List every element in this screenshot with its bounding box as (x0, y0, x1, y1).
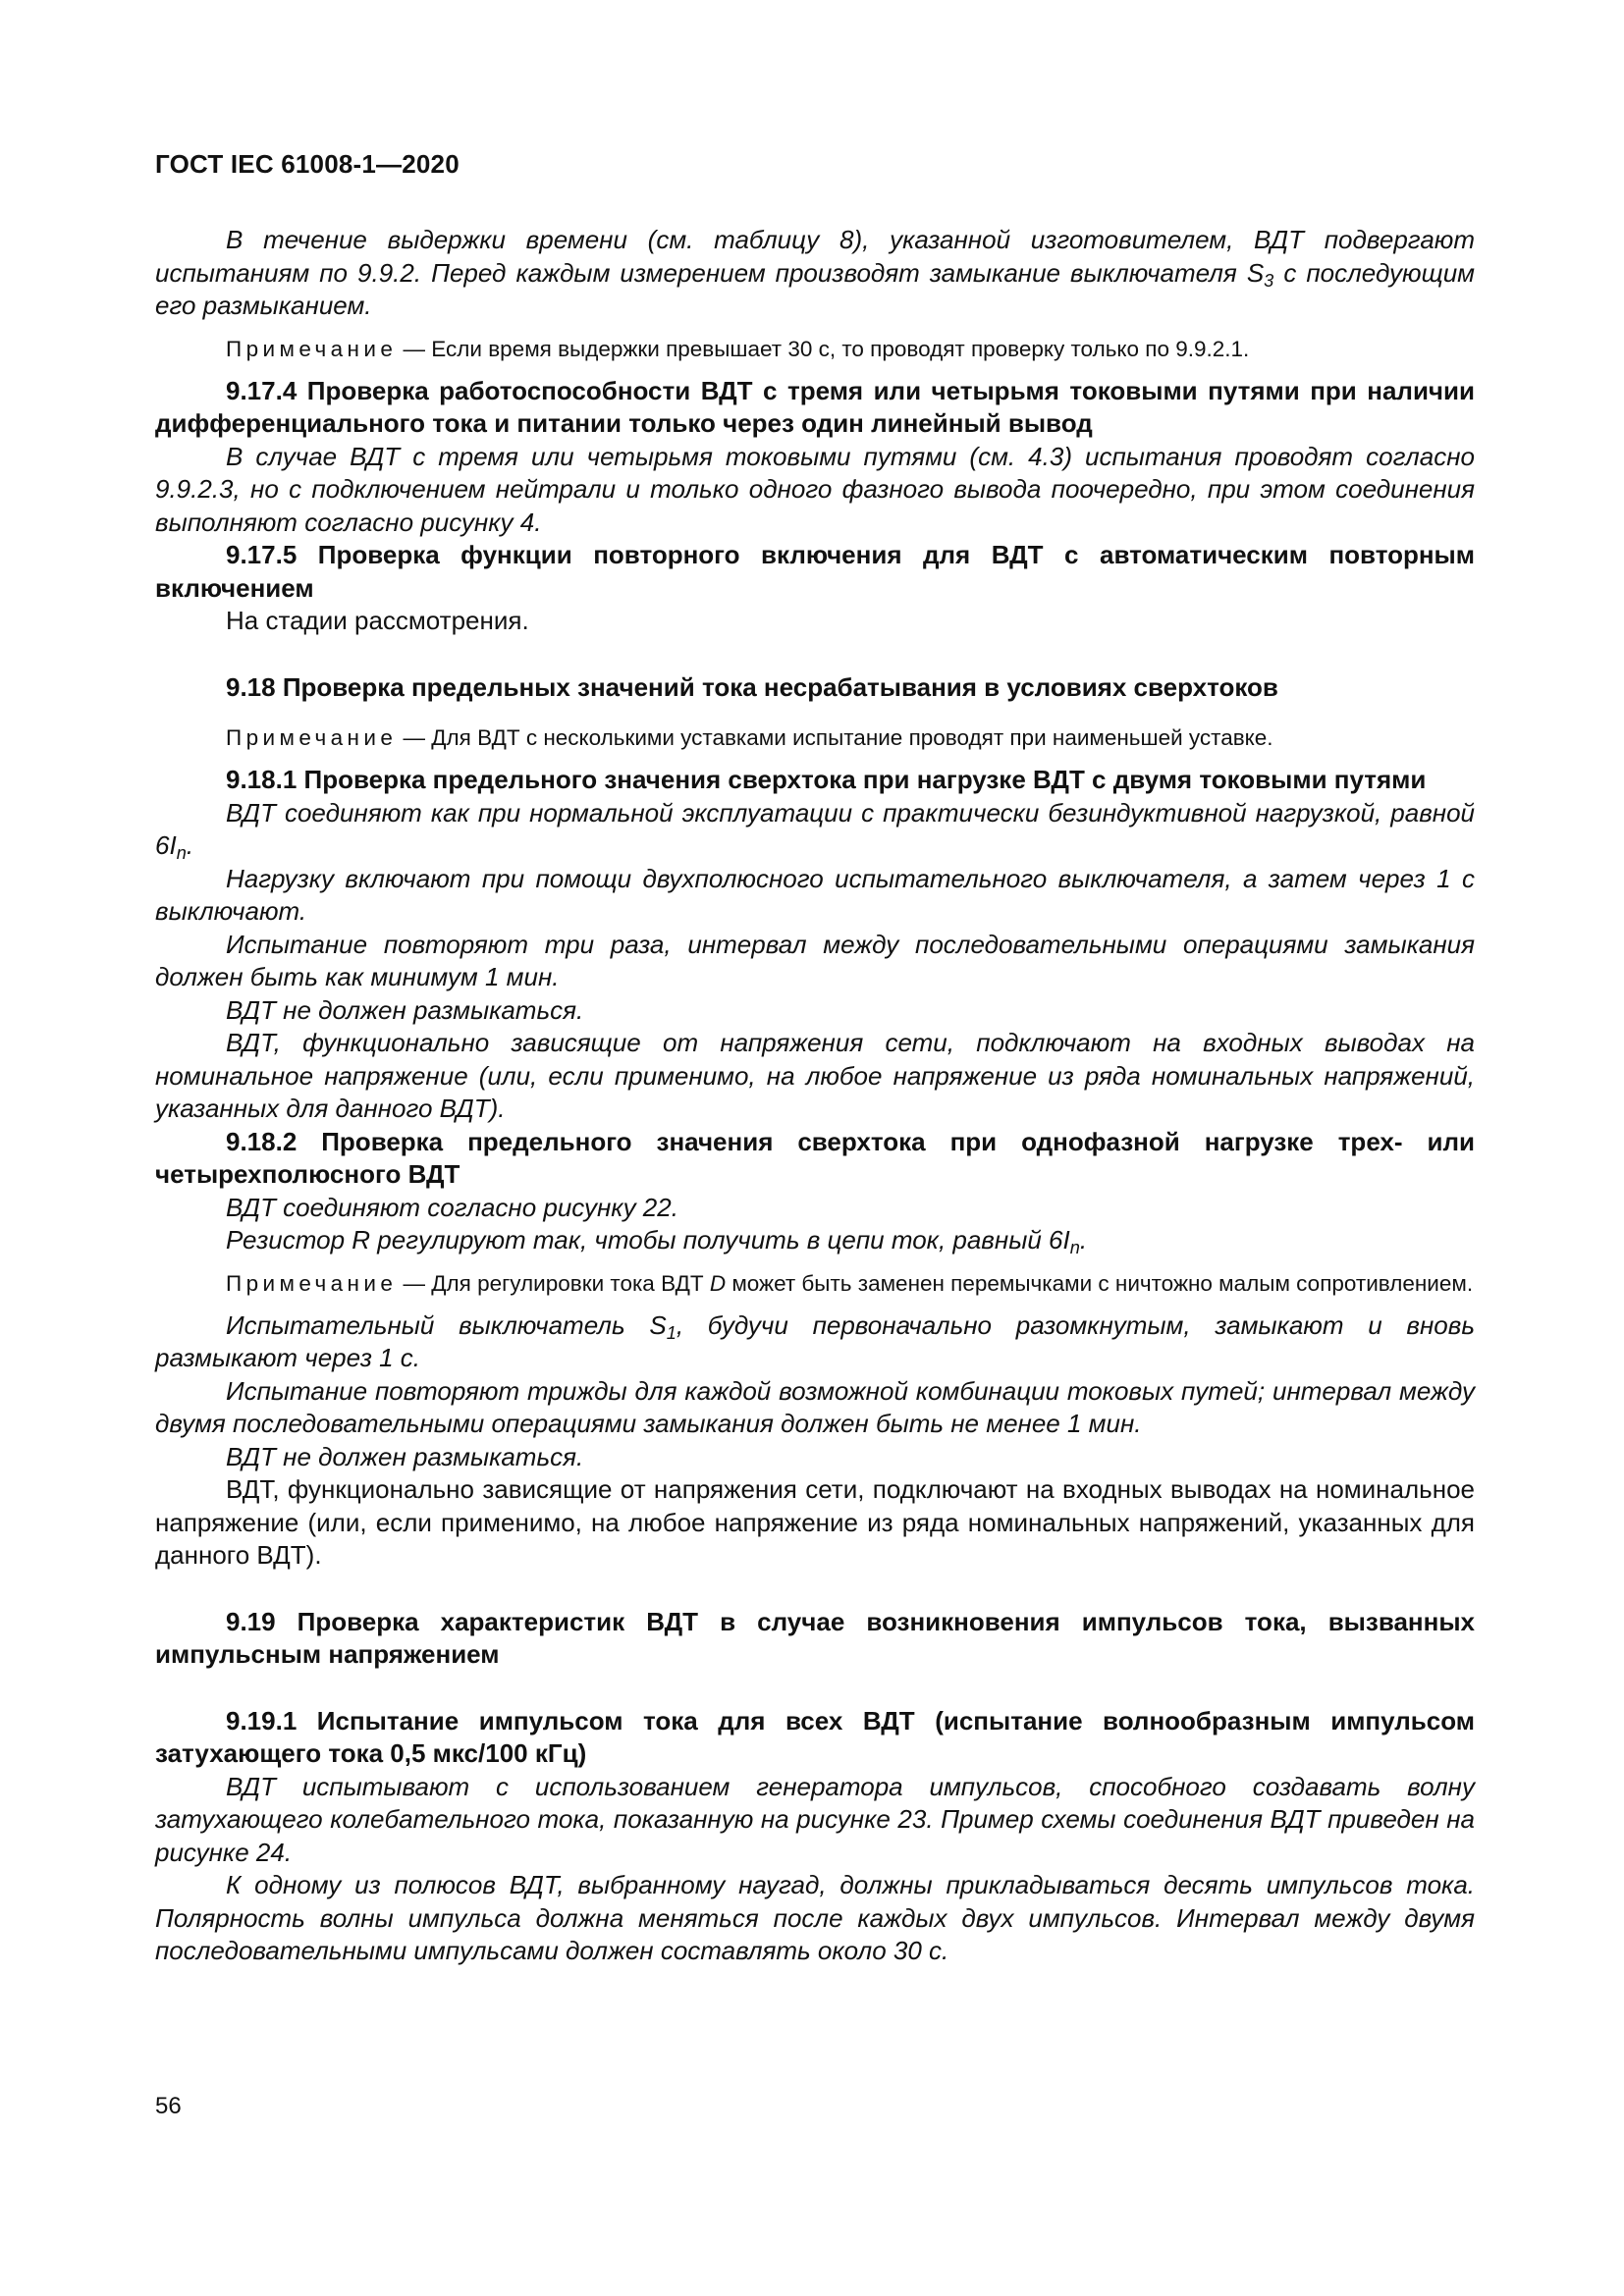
paragraph: ВДТ, функционально зависящие от напряжения сети, подключают на входных выводах на номинальное напряжение (или, если применимо, на любое напряжение из ряда номинальных напряжений, указанных для данного ВДТ). (155, 1028, 1475, 1123)
section-heading: 9.18 Проверка предельных значений тока несрабатывания в условиях сверхтоков (226, 671, 1278, 702)
paragraph: ВДТ испытывают с использованием генератора импульсов, способного создавать волну затухающего колебательного тока, показанную на рисунке 23. Пример схемы соединения ВДТ приведен на рисунке 24. (155, 1771, 1475, 1867)
section-heading: 9.17.5 Проверка функции повторного включения для ВДТ с автоматическим повторным включением (155, 540, 1475, 603)
paragraph: В случае ВДТ с тремя или четырьмя токовыми путями (см. 4.3) испытания проводят согласно 9.9.2.3, но с подключением нейтрали и только одного фазного вывода поочередно, при этом соединения выполняют согласно рисунку 4. (155, 441, 1475, 537)
paragraph: Испытание повторяют три раза, интервал между последовательными операциями замыкания должен быть как минимум 1 мин. (155, 929, 1475, 991)
section-heading: 9.17.4 Проверка работоспособности ВДТ с тремя или четырьмя токовыми путями при наличии дифференциального тока и питании только через один линейный вывод (155, 375, 1475, 438)
note-label: Примечание (226, 725, 398, 750)
page-number: 56 (155, 2093, 182, 2119)
paragraph: ВДТ соединяют как при нормальной эксплуатации с практически безиндуктивной нагрузкой, равной $6I_n$. (155, 797, 1475, 863)
note: Примечание — Если время выдержки превышает 30 с, то проводят проверку только по 9.9.2.1. (226, 336, 1250, 361)
paragraph: ВДТ соединяют согласно рисунку 22. (226, 1192, 678, 1222)
paragraph: Испытание повторяют трижды для каждой возможной комбинации токовых путей; интервал между двумя последовательными операциями замыкания должен быть не менее 1 мин. (155, 1375, 1475, 1438)
paragraph: На стадии рассмотрения. (226, 606, 529, 635)
section-heading: 9.19 Проверка характеристик ВДТ в случае возникновения импульсов тока, вызванных импульсным напряжением (155, 1606, 1475, 1669)
note: Примечание — Для регулировки тока ВДТ D может быть заменен перемычками с ничтожно малым сопротивлением. (226, 1270, 1474, 1296)
section-heading: 9.18.2 Проверка предельного значения сверхтока при однофазной нагрузке трех- или четырехполюсного ВДТ (155, 1126, 1475, 1189)
paragraph: К одному из полюсов ВДТ, выбранному наугад, должны прикладываться десять импульсов тока. Полярность волны импульса должна меняться после каждых двух импульсов. Интервал между двумя последовательными импульсами должен составлять около 30 с. (155, 1870, 1475, 1965)
document-body (155, 224, 1475, 1968)
note-label: Примечание (226, 336, 398, 361)
paragraph: ВДТ не должен размыкаться. (226, 1441, 584, 1471)
note-label: Примечание (226, 1270, 398, 1296)
paragraph: Нагрузку включают при помощи двухполюсного испытательного выключателя, а затем через 1 с выключают. (155, 863, 1475, 926)
paragraph: В течение выдержки времени (см. таблицу 8), указанной изготовителем, ВДТ подвергают испытаниям по 9.9.2. Перед каждым измерением производят замыкание выключателя $S_3$ с последующим его размыканием. (155, 225, 1475, 320)
paragraph: ВДТ, функционально зависящие от напряжения сети, подключают на входных выводах на номинальное напряжение (или, если применимо, на любое напряжение из ряда номинальных напряжений, указанных для данного ВДТ). (155, 1474, 1475, 1570)
document-header: ГОСТ IEC 61008-1—2020 (155, 149, 460, 179)
paragraph: Резистор R регулируют так, чтобы получить в цепи ток, равный $6I_n$. (226, 1225, 1088, 1257)
paragraph: Испытательный выключатель $S_1$, будучи первоначально разомкнутым, замыкают и вновь размыкают через 1 с. (155, 1309, 1475, 1372)
paragraph: ВДТ не должен размыкаться. (226, 994, 584, 1025)
section-heading: 9.19.1 Испытание импульсом тока для всех ВДТ (испытание волнообразным импульсом затухающего тока 0,5 мкс/100 кГц) (155, 1705, 1475, 1768)
section-heading: 9.18.1 Проверка предельного значения сверхтока при нагрузке ВДТ с двумя токовыми путями (226, 765, 1427, 794)
note: Примечание — Для ВДТ с несколькими уставками испытание проводят при наименьшей уставке. (226, 725, 1273, 750)
